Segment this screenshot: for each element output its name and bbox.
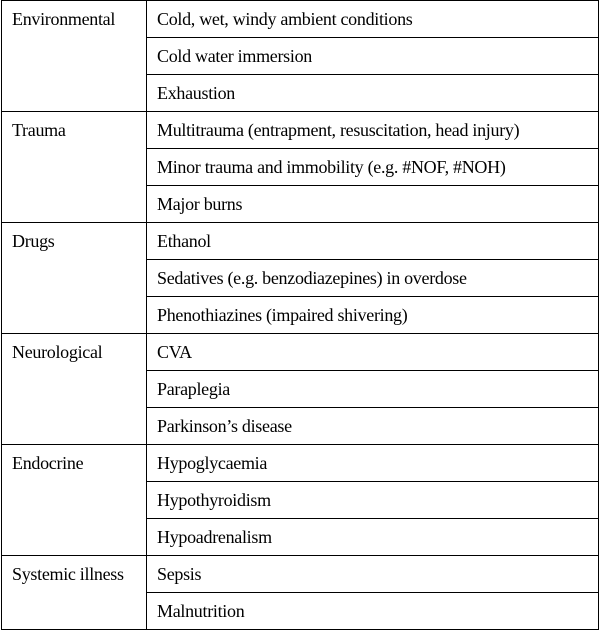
category-cell: Environmental [2,1,147,112]
cause-cell: Multitrauma (entrapment, resuscitation, head injury) [147,112,599,149]
cause-cell: Ethanol [147,223,599,260]
cause-cell: Cold, wet, windy ambient conditions [147,1,599,38]
table-row [2,334,599,371]
cause-cell: Hypothyroidism [147,482,599,519]
category-cell: Trauma [2,112,147,223]
table-row [2,1,599,38]
cause-cell: Hypoglycaemia [147,445,599,482]
cause-cell: Minor trauma and immobility (e.g. #NOF, #NOH) [147,149,599,186]
cause-cell: Malnutrition [147,593,599,630]
cause-cell: Exhaustion [147,75,599,112]
table-row [2,112,599,149]
category-cell: Neurological [2,334,147,445]
cause-cell: Phenothiazines (impaired shivering) [147,297,599,334]
causes-table [1,0,599,630]
cause-cell: Major burns [147,186,599,223]
cause-cell: Cold water immersion [147,38,599,75]
category-cell: Endocrine [2,445,147,556]
cause-cell: Sepsis [147,556,599,593]
cause-cell: Sedatives (e.g. benzodiazepines) in overdose [147,260,599,297]
category-cell: Drugs [2,223,147,334]
category-cell: Systemic illness [2,556,147,630]
cause-cell: Parkinson’s disease [147,408,599,445]
cause-cell: Hypoadrenalism [147,519,599,556]
cause-cell: CVA [147,334,599,371]
table-row [2,445,599,482]
table-row [2,556,599,593]
cause-cell: Paraplegia [147,371,599,408]
table-row [2,223,599,260]
